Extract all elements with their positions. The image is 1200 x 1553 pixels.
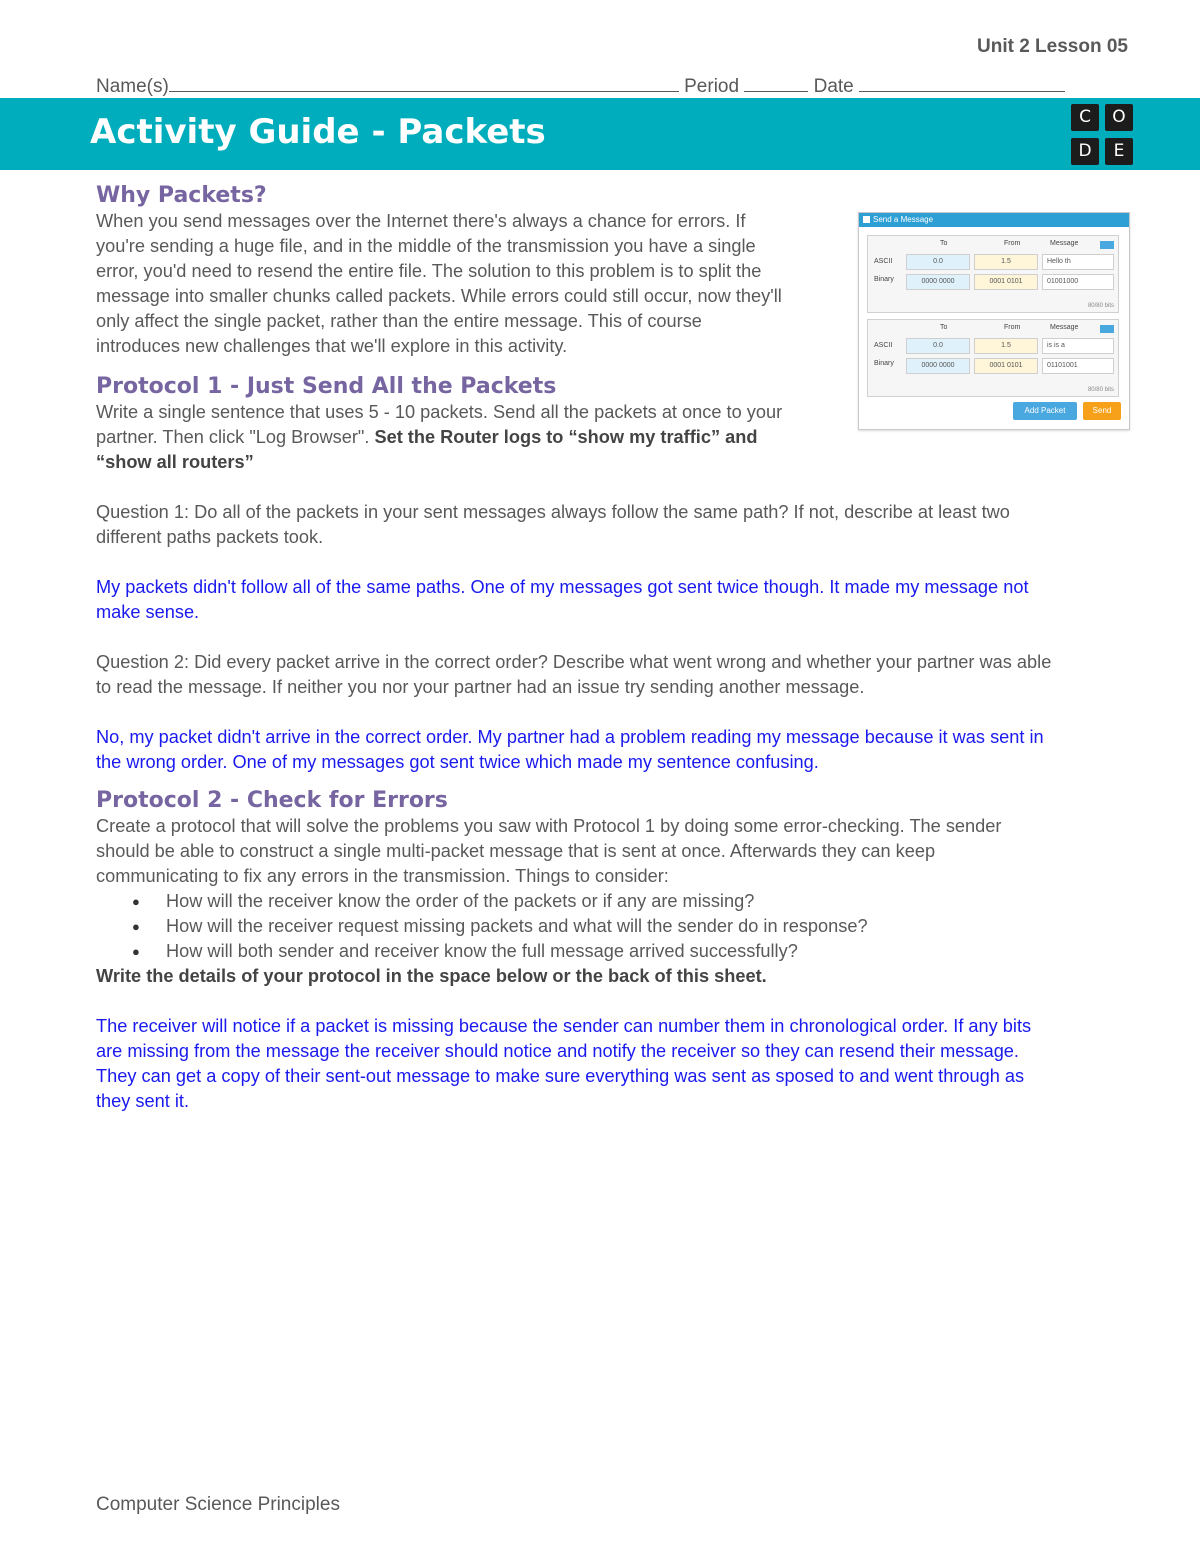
send-button[interactable]: Send (1083, 402, 1121, 420)
period-label: Period (684, 76, 740, 97)
protocol2-answer (96, 1014, 1136, 1114)
packet-editor (867, 235, 1119, 313)
instruction-text: partner. Then click "Log Browser". (96, 427, 375, 447)
protocol2-body (96, 814, 1136, 989)
to-binary-field[interactable]: 0000 0000 (906, 358, 970, 374)
to-header: To (940, 324, 948, 331)
title-banner (0, 98, 1200, 170)
text-line: Create a protocol that will solve the problems you saw with Protocol 1 by doing some error-checking. The sender (96, 816, 1002, 836)
text-line: should be able to construct a single multi-packet message that is sent at once. Afterwards they can keep (96, 841, 936, 861)
from-ascii-field[interactable]: 1.5 (974, 338, 1038, 354)
message-binary-field[interactable]: 01001000 (1042, 274, 1114, 290)
unit-lesson-label: Unit 2 Lesson 05 (977, 36, 1128, 57)
answer-line: make sense. (96, 602, 200, 622)
page-title: Activity Guide - Packets (90, 112, 546, 152)
question-1 (96, 500, 1136, 550)
protocol1-heading: Protocol 1 - Just Send All the Packets (96, 374, 557, 399)
instruction-bold-text: “show all routers” (96, 452, 254, 472)
answer-line: are missing from the message the receiver should notice and notify the receiver so they can resend their message. (96, 1041, 1019, 1061)
bit-count: 80/80 bits (1087, 387, 1114, 393)
question-2 (96, 650, 1136, 700)
binary-label: Binary (874, 276, 894, 283)
answer-line: My packets didn't follow all of the same paths. One of my messages got sent twice though. It made my message not (96, 577, 1029, 597)
text-line: communicating to fix any errors in the transmission. Things to consider: (96, 866, 669, 886)
logo-letter: C (1071, 104, 1099, 131)
text-line (96, 425, 856, 450)
answer-line: No, my packet didn't arrive in the correct order. My partner had a problem reading my message because it was sent in (96, 727, 1044, 747)
list-item: ● How will both sender and receiver know the full message arrived successfully? (96, 939, 1136, 964)
ascii-label: ASCII (874, 258, 893, 265)
instruction-bold-text: Set the Router logs to “show my traffic” and (374, 427, 758, 447)
from-header: From (1004, 324, 1021, 331)
list-item: ● How will the receiver know the order of the packets or if any are missing? (96, 889, 1136, 914)
answer-2 (96, 725, 1136, 775)
to-header: To (940, 240, 948, 247)
from-ascii-field[interactable]: 1.5 (974, 254, 1038, 270)
to-binary-field[interactable]: 0000 0000 (906, 274, 970, 290)
from-header: From (1004, 240, 1021, 247)
name-period-date-line (96, 74, 1065, 98)
to-ascii-field[interactable]: 0.0 (906, 254, 970, 270)
text-line: Write a single sentence that uses 5 - 10 packets. Send all the packets at once to your (96, 402, 783, 422)
message-header: Message (1050, 324, 1079, 331)
text-line: only affect the single packet, rather than the entire message. This of course (96, 311, 702, 331)
to-ascii-field[interactable]: 0.0 (906, 338, 970, 354)
message-ascii-field[interactable]: Hello th (1042, 254, 1114, 270)
packet-editor (867, 319, 1119, 397)
why-packets-body (96, 209, 856, 359)
text-line: When you send messages over the Internet there's always a chance for errors. If (96, 211, 746, 231)
answer-line: the wrong order. One of my messages got sent twice which made my sentence confusing. (96, 752, 819, 772)
from-binary-field[interactable]: 0001 0101 (974, 274, 1038, 290)
protocol2-heading: Protocol 2 - Check for Errors (96, 788, 448, 813)
message-ascii-field[interactable]: is is a (1042, 338, 1114, 354)
logo-letter: O (1105, 104, 1133, 131)
message-binary-field[interactable]: 01101001 (1042, 358, 1114, 374)
list-item: ● How will the receiver request missing packets and what will the sender do in response? (96, 914, 1136, 939)
why-packets-heading: Why Packets? (96, 183, 267, 208)
considerations-list (96, 889, 1136, 964)
protocol1-instructions (96, 400, 856, 475)
code-logo (1071, 104, 1135, 166)
add-row-button[interactable] (1100, 241, 1114, 249)
text-line: error, you'd need to resend the entire file. The solution to this problem is to split the (96, 261, 762, 281)
add-packet-button[interactable]: Add Packet (1013, 402, 1077, 420)
text-line: Question 1: Do all of the packets in your sent messages always follow the same path? If not, describe at least two (96, 502, 1010, 522)
logo-letter: D (1071, 138, 1099, 165)
widget-title-bar: Send a Message (859, 213, 1129, 227)
from-binary-field[interactable]: 0001 0101 (974, 358, 1038, 374)
protocol2-instruction: Write the details of your protocol in the space below or the back of this sheet. (96, 966, 767, 986)
text-line: Question 2: Did every packet arrive in the correct order? Describe what went wrong and whether your partner was able (96, 652, 1052, 672)
text-line: to read the message. If neither you nor your partner had an issue try sending another message. (96, 677, 865, 697)
ascii-label: ASCII (874, 342, 893, 349)
answer-1 (96, 575, 1136, 625)
answer-line: they sent it. (96, 1091, 190, 1111)
text-line: different paths packets took. (96, 527, 324, 547)
text-line: message into smaller chunks called packets. While errors could still occur, now they'll (96, 286, 782, 306)
bit-count: 80/80 bits (1087, 303, 1114, 309)
name-label: Name(s) (96, 76, 169, 97)
name-blank[interactable] (169, 74, 679, 92)
add-row-button[interactable] (1100, 325, 1114, 333)
binary-label: Binary (874, 360, 894, 367)
message-header: Message (1050, 240, 1079, 247)
date-label: Date (813, 76, 854, 97)
send-message-screenshot (858, 212, 1130, 430)
date-blank[interactable] (859, 74, 1065, 92)
answer-line: The receiver will notice if a packet is missing because the sender can number them in chronological order. If any bits (96, 1016, 1032, 1036)
footer-text: Computer Science Principles (96, 1494, 340, 1515)
answer-line: They can get a copy of their sent-out message to make sure everything was sent as sposed to and went through as (96, 1066, 1025, 1086)
logo-letter: E (1105, 138, 1133, 165)
text-line: you're sending a huge file, and in the middle of the transmission you have a single (96, 236, 756, 256)
text-line: introduces new challenges that we'll explore in this activity. (96, 336, 568, 356)
period-blank[interactable] (744, 74, 808, 92)
